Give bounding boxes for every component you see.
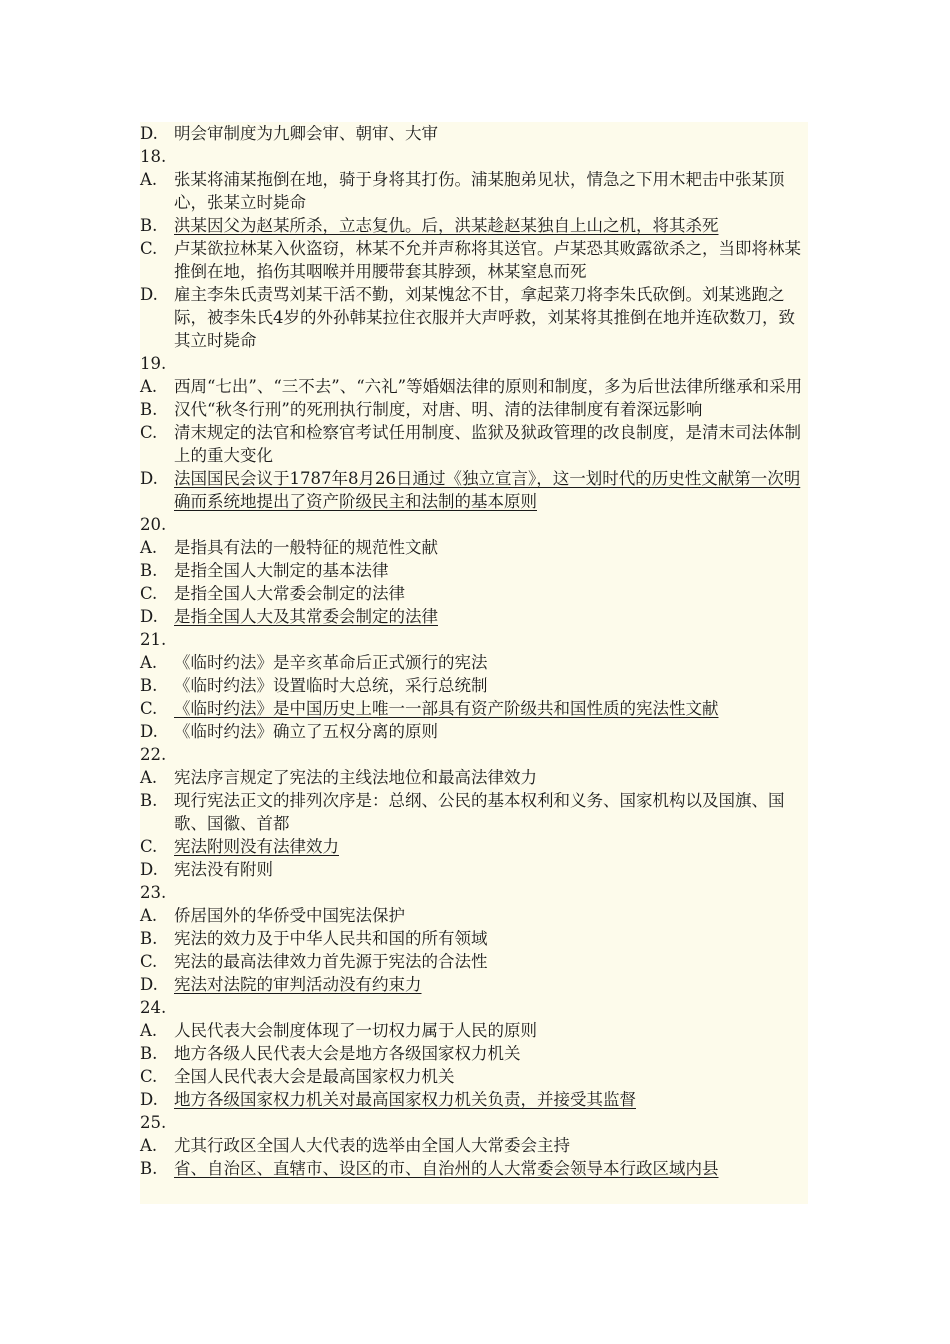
- option: [140, 375, 808, 398]
- option-letter: D.: [140, 607, 158, 626]
- option: [140, 582, 808, 605]
- option: [140, 720, 808, 743]
- option-text: 宪法的最高法律效力首先源于宪法的合法性: [174, 952, 488, 971]
- option: [140, 398, 808, 421]
- option: [140, 1134, 808, 1157]
- answer-option: [140, 605, 808, 628]
- option-letter: D.: [140, 860, 158, 879]
- option-letter: D.: [140, 722, 158, 741]
- option: [140, 1019, 808, 1042]
- option: [140, 536, 808, 559]
- option-letter: B.: [140, 676, 158, 695]
- option-text: 宪法对法院的审判活动没有约束力: [174, 975, 422, 994]
- option-letter: A.: [140, 768, 158, 787]
- option-text: 现行宪法正文的排列次序是：总纲、公民的基本权利和义务、国家机构以及国旗、国歌、国徽、首都: [174, 791, 785, 833]
- option-text: 宪法没有附则: [174, 860, 273, 879]
- option: [140, 950, 808, 973]
- option: [140, 559, 808, 582]
- option-text: 尤其行政区全国人大代表的选举由全国人大常委会主持: [174, 1136, 570, 1155]
- option-text: 汉代“秋冬行刑”的死刑执行制度，对唐、明、清的法律制度有着深远影响: [174, 400, 703, 419]
- option-letter: B.: [140, 929, 158, 948]
- option-text: 《临时约法》设置临时大总统，采行总统制: [174, 676, 488, 695]
- option-letter: A.: [140, 1136, 158, 1155]
- question-number: 24.: [140, 998, 167, 1017]
- option-text: 是指具有法的一般特征的规范性文献: [174, 538, 438, 557]
- question-number: 19.: [140, 354, 167, 373]
- option-letter: B.: [140, 1044, 158, 1063]
- answer-option: [140, 835, 808, 858]
- answer-option: [140, 214, 808, 237]
- option-letter: C.: [140, 837, 158, 856]
- question-number: 21.: [140, 630, 167, 649]
- option-letter: C.: [140, 699, 158, 718]
- option-letter: C.: [140, 423, 158, 442]
- answer-option: [140, 1088, 808, 1111]
- option-text: 宪法附则没有法律效力: [174, 837, 339, 856]
- option-letter: A.: [140, 906, 158, 925]
- option-text: 清末规定的法官和检察官考试任用制度、监狱及狱政管理的改良制度，是清末司法体制上的重大变化: [174, 423, 801, 465]
- question-number: 23.: [140, 883, 167, 902]
- option-text: 人民代表大会制度体现了一切权力属于人民的原则: [174, 1021, 537, 1040]
- option-text: 宪法的效力及于中华人民共和国的所有领域: [174, 929, 488, 948]
- option-text: 地方各级人民代表大会是地方各级国家权力机关: [174, 1044, 521, 1063]
- option-letter: B.: [140, 216, 158, 235]
- option-letter: C.: [140, 584, 158, 603]
- option: [140, 789, 808, 835]
- question-number: 22.: [140, 745, 167, 764]
- option: [140, 122, 808, 145]
- option-letter: C.: [140, 1067, 158, 1086]
- option-text: 洪某因父为赵某所杀，立志复仇。后，洪某趁赵某独自上山之机，将其杀死: [174, 216, 719, 235]
- option-text: 是指全国人大常委会制定的法律: [174, 584, 405, 603]
- answer-option: [140, 697, 808, 720]
- option: [140, 651, 808, 674]
- option: [140, 858, 808, 881]
- option-text: 地方各级国家权力机关对最高国家权力机关负责，并接受其监督: [174, 1090, 636, 1109]
- option-text: 雇主李朱氏责骂刘某干活不勤，刘某愧忿不甘，拿起菜刀将李朱氏砍倒。刘某逃跑之际，被李朱氏4岁的外孙韩某拉住衣服并大声呼救，刘某将其推倒在地并连砍数刀，致其立时毙命: [174, 285, 795, 350]
- option-text: 侨居国外的华侨受中国宪法保护: [174, 906, 405, 925]
- option-text: 法国国民会议于1787年8月26日通过《独立宣言》，这一划时代的历史性文献第一次明确而系统地提出了资产阶级民主和法制的基本原则: [174, 469, 801, 511]
- option-letter: D.: [140, 1090, 158, 1109]
- option-letter: A.: [140, 538, 158, 557]
- option-text: 张某将浦某拖倒在地，骑于身将其打伤。浦某胞弟见状，情急之下用木耙击中张某顶心，张某立时毙命: [174, 170, 785, 212]
- question-number: 25.: [140, 1113, 167, 1132]
- option-letter: C.: [140, 952, 158, 971]
- option-letter: A.: [140, 1021, 158, 1040]
- question-list: [140, 122, 808, 1180]
- question-number: 18.: [140, 147, 167, 166]
- option-text: 西周“七出”、“三不去”、“六礼”等婚姻法律的原则和制度，多为后世法律所继承和采用: [174, 377, 803, 396]
- option: [140, 168, 808, 214]
- option-letter: B.: [140, 561, 158, 580]
- answer-option: [140, 1157, 808, 1180]
- option-letter: A.: [140, 377, 158, 396]
- question-number: 20.: [140, 515, 167, 534]
- option-letter: B.: [140, 791, 158, 810]
- option-text: 是指全国人大及其常委会制定的法律: [174, 607, 438, 626]
- option: [140, 927, 808, 950]
- option-letter: D.: [140, 285, 158, 304]
- option-letter: B.: [140, 400, 158, 419]
- option-text: 明会审制度为九卿会审、朝审、大审: [174, 124, 438, 143]
- option-text: 《临时约法》确立了五权分离的原则: [174, 722, 438, 741]
- option-text: 省、自治区、直辖市、设区的市、自治州的人大常委会领导本行政区域内县: [174, 1159, 719, 1178]
- option-text: 《临时约法》是辛亥革命后正式颁行的宪法: [174, 653, 488, 672]
- option-text: 是指全国人大制定的基本法律: [174, 561, 389, 580]
- option-text: 宪法序言规定了宪法的主线法地位和最高法律效力: [174, 768, 537, 787]
- answer-option: [140, 973, 808, 996]
- option-text: 卢某欲拉林某入伙盗窃，林某不允并声称将其送官。卢某恐其败露欲杀之，当即将林某推倒在地，掐伤其咽喉并用腰带套其脖颈，林某窒息而死: [174, 239, 801, 281]
- answer-option: [140, 467, 808, 513]
- option-letter: D.: [140, 469, 158, 488]
- option-letter: A.: [140, 170, 158, 189]
- option-text: 《临时约法》是中国历史上唯一一部具有资产阶级共和国性质的宪法性文献: [174, 699, 719, 718]
- option-letter: D.: [140, 124, 158, 143]
- option: [140, 1065, 808, 1088]
- option-letter: C.: [140, 239, 158, 258]
- option-letter: B.: [140, 1159, 158, 1178]
- option: [140, 674, 808, 697]
- option: [140, 904, 808, 927]
- option: [140, 421, 808, 467]
- option: [140, 283, 808, 352]
- document-page: [140, 122, 808, 1204]
- option: [140, 766, 808, 789]
- option-letter: A.: [140, 653, 158, 672]
- option: [140, 237, 808, 283]
- option-letter: D.: [140, 975, 158, 994]
- option: [140, 1042, 808, 1065]
- option-text: 全国人民代表大会是最高国家权力机关: [174, 1067, 455, 1086]
